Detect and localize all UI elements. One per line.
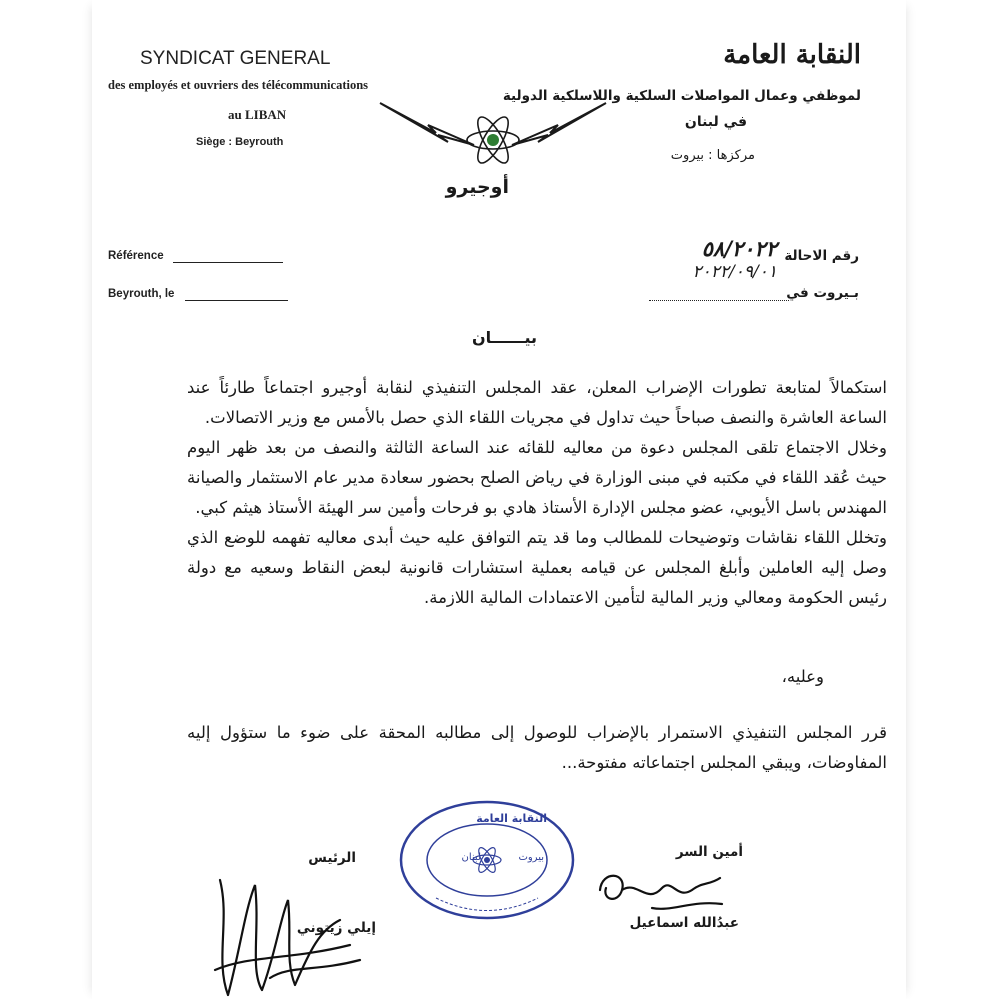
paragraph-1: استكمالاً لمتابعة تطورات الإضراب المعلن، عقد المجلس التنفيذي لنقابة أوجيرو اجتماعاً طارئاً عند الساعة العاشرة والنصف صباحاً حيث تداول في مجريات اللقاء الذي حصل بالأمس مع وزير الاتصالات. [187,378,887,427]
right-lightning-icon [512,103,606,145]
left-lightning-icon [380,103,474,145]
president-signature [200,860,370,999]
date-label-fr: Beyrouth, le [108,288,175,300]
stamp-center-text: بيروت [518,852,544,863]
reference-label: Référence [108,250,164,262]
reference-blank-line [173,262,283,263]
fr-subtitle: des employés et ouvriers des télécommunications [108,78,369,92]
date-label-ar: بـيروت في [786,285,859,301]
ar-country: في لبنان [684,114,747,130]
date-handwritten: ٢٠٢٢/٠٩/٠١ [692,262,777,282]
paragraph-2: وخلال الاجتماع تلقى المجلس دعوة من معاليه للقائه عند الساعة الثالثة والنصف من بعد ظهر اليوم حيث عُقد اللقاء في مكتبه في مبنى الوزارة في رياض الصلح بحضور سعادة مدير عام الاستثمار والصيانة المهندس باسل الأيوبي، عضو مجلس الإدارة الأستاذ هادي بو فرحات وأمين سر الهيئة الأستاذ هيثم كبي. [187,438,887,517]
ar-seat: مركزها : بيروت [670,148,755,163]
conclusion-label: وعليه، [781,667,824,686]
president-name: إيلي زيتوني [296,920,376,936]
stamp-top-text: النقابة العامة [476,812,547,825]
logo-caption: أوجيرو [445,176,509,198]
cedar-core-icon [487,134,499,146]
fr-country: au LIBAN [228,107,287,122]
atom-lightning-logo [378,95,608,185]
secretary-title: أمين السر [675,844,743,860]
document-title: بيــــــان [471,328,537,347]
statement-body [187,373,887,613]
secretary-name: عبدُالله اسماعيل [629,915,739,931]
president-title: الرئيس [308,850,356,866]
date-blank-line [185,300,288,301]
ar-title: النقابة العامة [723,40,861,70]
conclusion-text: قرر المجلس التنفيذي الاستمرار بالإضراب للوصول إلى مطالبه المحقة على ضوء ما ستؤول إليه المفاوضات، ويبقي المجلس اجتماعاته مفتوحة... [187,723,887,772]
fr-title: SYNDICAT GENERAL [140,48,331,69]
stamp-center-text-2: لبنان [461,852,481,863]
date-ar-blank-line [649,300,789,301]
ar-subtitle: لموظفي وعمال المواصلات السلكية واللاسلكية الدولية [502,88,861,104]
fr-seat: Siège : Beyrouth [196,136,284,148]
ref-label-ar: رقم الاحالة [784,248,859,264]
paragraph-3: وتخلل اللقاء نقاشات وتوضيحات للمطالب وما قد يتم التوافق عليه حيث أبدى معاليه تفهمه للوضع الذي وصل إليه العاملين وأبلغ المجلس عن قيامه بعملية استشارات قانونية لبعض النقاط وسعيه مع دولة رئيس الحكومة ومعالي وزير المالية لتأمين الاعتمادات المالية اللازمة. [187,528,887,607]
ref-number-handwritten: ٥٨/٢٠٢٢ [701,236,777,261]
secretary-signature [592,860,732,920]
